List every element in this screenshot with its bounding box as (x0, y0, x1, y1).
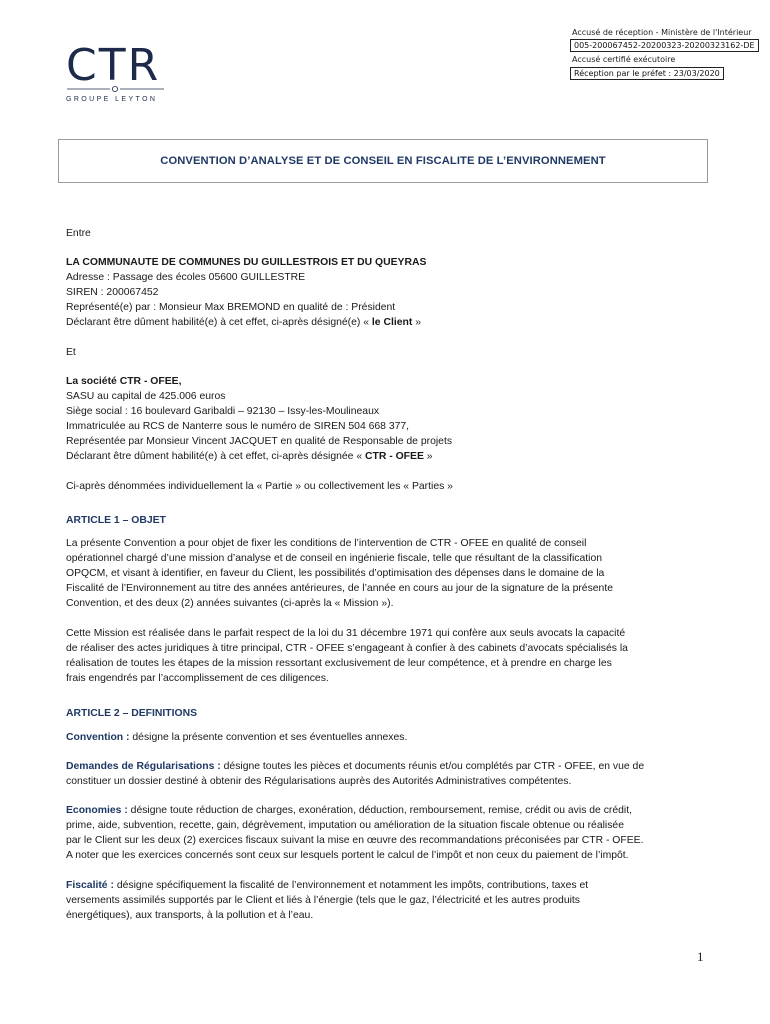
company-rcs: Immatriculée au RCS de Nanterre sous le numéro de SIREN 504 668 377, (66, 421, 410, 432)
act-id-box: 005-200067452-20200323-20200323162-DE (570, 39, 759, 52)
client-representative: Représenté(e) par : Monsieur Max BREMOND en qualité de : Président (66, 302, 396, 313)
parties-definition: Ci-après dénommées individuellement la « Partie » ou collectivement les « Parties » (66, 481, 453, 492)
definition-text: versements assimilés supportés par le Client et liés à l’énergie (tels que le gaz, l’électricité et les autres produits (66, 895, 580, 906)
and-label: Et (66, 347, 76, 358)
company-declaration-text: Déclarant être dûment habilité(e) à cet effet, ci-après désignée « (66, 451, 365, 462)
logo-subtitle: GROUPE LEYTON (66, 96, 158, 103)
definition-text: désigne spécifiquement la fiscalité de l’environnement et notamment les impôts, contributions, taxes et (113, 880, 589, 891)
definition-economies (66, 803, 704, 863)
article-1-paragraph-2 (66, 626, 704, 686)
prefect-reception-box: Réception par le préfet : 23/03/2020 (570, 67, 724, 80)
paragraph-line: de réaliser des actes juridiques à titre principal, CTR - OFEE s’engageant à confier à des cabinets d’avocats spécialisés la (66, 643, 628, 654)
paragraph-line: opérationnel chargé d’une mission d’analyse et de conseil en ingénierie fiscale, telle que résultant de la classification (66, 553, 603, 564)
article-1-paragraph-1 (66, 536, 704, 611)
definition-demandes (66, 759, 704, 789)
company-declaration-end: » (423, 451, 433, 462)
company-capital: SASU au capital de 425.006 euros (66, 391, 226, 402)
reception-stamp-line: Accusé de réception - Ministère de l'Intérieur (572, 28, 752, 37)
client-address: Adresse : Passage des écoles 05600 GUILLESTRE (66, 272, 306, 283)
client-siren: SIREN : 200067452 (66, 287, 159, 298)
paragraph-line: Fiscalité de l’Environnement au titre des années antérieures, de l’année en cours au jour de la signature de la présente (66, 583, 614, 594)
definition-text: constituer un dossier destiné à obtenir des Régularisations auprès des Autorités Administratives compétentes. (66, 776, 572, 787)
definition-fiscalite (66, 878, 704, 923)
article-2-heading: ARTICLE 2 – DEFINITIONS (66, 708, 198, 719)
executory-line: Accusé certifié exécutoire (572, 55, 676, 64)
definition-text: désigne la présente convention et ses éventuelles annexes. (129, 732, 408, 743)
page-number: 1 (697, 949, 704, 964)
client-term: le Client (371, 317, 413, 328)
definition-text: désigne toutes les pièces et documents réunis et/ou complétés par CTR - OFEE, en vue de (220, 761, 645, 772)
term-convention: Convention : (66, 732, 130, 743)
logo-text: CTR (66, 42, 161, 91)
term-demandes: Demandes de Régularisations : (66, 761, 221, 772)
paragraph-line: Cette Mission est réalisée dans le parfait respect de la loi du 31 décembre 1971 qui confère aux seuls avocats la capacité (66, 628, 626, 639)
paragraph-line: frais engendrés par l’accomplissement de ces diligences. (66, 673, 329, 684)
title-box (58, 139, 708, 183)
definition-convention (66, 730, 704, 745)
client-declaration (66, 315, 704, 330)
paragraph-line: réalisation de toutes les étapes de la mission ressortant exclusivement de leur compétence, et à prendre en charge les (66, 658, 612, 669)
client-name: LA COMMUNAUTE DE COMMUNES DU GUILLESTROIS ET DU QUEYRAS (66, 257, 427, 268)
document-title: CONVENTION D’ANALYSE ET DE CONSEIL EN FISCALITE DE L’ENVIRONNEMENT (160, 155, 606, 167)
article-1-heading: ARTICLE 1 – OBJET (66, 515, 166, 526)
company-declaration (66, 449, 704, 464)
company-seat: Siège social : 16 boulevard Garibaldi – 92130 – Issy-les-Moulineaux (66, 406, 380, 417)
company-term: CTR - OFEE (365, 451, 424, 462)
client-declaration-text: Déclarant être dûment habilité(e) à cet effet, ci-après désigné(e) « (66, 317, 372, 328)
definition-text: énergétiques), aux transports, à la pollution et à l’eau. (66, 910, 314, 921)
between-label: Entre (66, 228, 91, 239)
client-declaration-end: » (412, 317, 422, 328)
definition-text: A noter que les exercices concernés sont ceux sur lesquels portent le calcul de l’impôt et non ceux du paiement de l’impôt. (66, 850, 629, 861)
company-block (66, 374, 704, 464)
term-fiscalite: Fiscalité : (66, 880, 114, 891)
paragraph-line: Convention, et des deux (2) années suivantes (ci-après la « Mission »). (66, 598, 394, 609)
definition-text: prime, aide, subvention, recette, gain, dégrèvement, imputation ou amélioration de la situation fiscale obtenue ou réalisée (66, 820, 624, 831)
client-block (66, 255, 704, 330)
definition-text: désigne toute réduction de charges, exonération, déduction, remboursement, remise, crédit ou avis de crédit, (127, 805, 633, 816)
company-representative: Représentée par Monsieur Vincent JACQUET en qualité de Responsable de projets (66, 436, 453, 447)
term-economies: Economies : (66, 805, 128, 816)
definition-text: par le Client sur les deux (2) exercices fiscaux suivant la mise en œuvre des recommandations préconisées par CTR - OFEE. (66, 835, 644, 846)
paragraph-line: La présente Convention a pour objet de fixer les conditions de l’intervention de CTR - OFEE en qualité de conseil (66, 538, 587, 549)
paragraph-line: OPQCM, et visant à identifier, en faveur du Client, les possibilités d’optimisation des dépenses dans le domaine de la (66, 568, 605, 579)
company-name: La société CTR - OFEE, (66, 376, 182, 387)
